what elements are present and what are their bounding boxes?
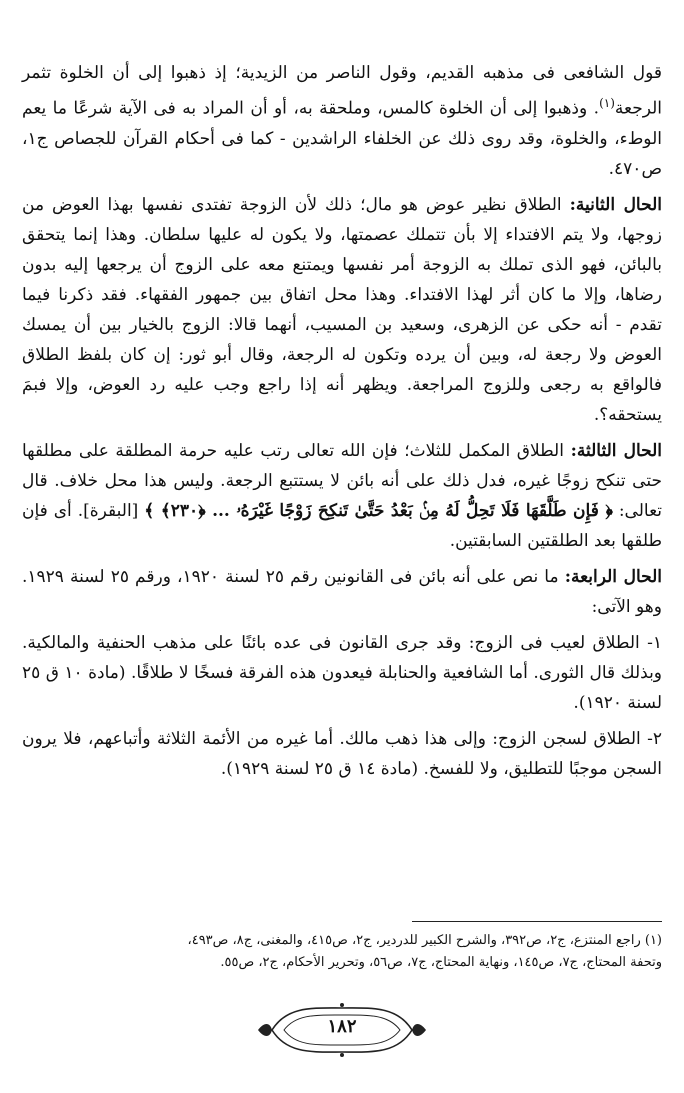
footnote-line: وتحفة المحتاج، ج٧، ص١٤٥، ونهاية المحتاج، ج٧، ص٥٦، وتحرير الأحكام، ج٢، ص٥٥. <box>220 955 662 970</box>
case-2-text: الطلاق نظير عوض هو مال؛ ذلك لأن الزوجة تفتدى نفسها بهذا العوض من زوجها، ولا يتم الافتداء إلا بأن تتملك عصمتها، ولا يكون له عليها سلطان. وهذا إنما يتحقق بالبائن، فهو الذى تملك به الزوجة أمر نفسها ويمتنع معه على الزوج أن يرجعها إليه بدون رضاها، وإلا ما كان أثر لهذا الافتداء. وهذا محل اتفاق بين جمهور الفقهاء. فقد ذكرنا فيما تقدم - أنه حكى عن الزهرى، وسعيد بن المسيب، أنهما قالا: الزوج بالخيار بين أن يمسك العوض ولا رجعة له، وبين أن يرده وتكون له الرجعة، وقال أبو ثور: إن كان بلفظ الطلاق فالواقع به رجعى وللزوج المراجعة. ويظهر أنه إذا راجع وجب عليه رد العوض، وإلا فبمَ يستحقه؟. <box>22 194 662 425</box>
case-4-text: ما نص على أنه بائن فى القانونين رقم ٢٥ لسنة ١٩٢٠، ورقم ٢٥ لسنة ١٩٢٩. وهو الآتى: <box>22 566 662 617</box>
quran-verse: ﴿ فَإِن طَلَّقَهَا فَلَا تَحِلُّ لَهُ مِنۢ بَعْدُ حَتَّىٰ تَنكِحَ زَوْجًا غَيْرَهُۥ ... ﴿٢٣٠﴾ ﴾ <box>144 500 613 521</box>
paragraph-case-2 <box>22 190 662 430</box>
case-2-heading: الحال الثانية: <box>569 194 662 215</box>
paragraph-intro-part1: قول الشافعى فى مذهبه القديم، وقول الناصر من الزيدية؛ إذ ذهبوا إلى أن الخلوة تثمر الرجعة <box>22 63 662 119</box>
page-number-ornament <box>252 1000 432 1060</box>
case-4-heading: الحال الرابعة: <box>564 566 663 587</box>
list-item-1: ١- الطلاق لعيب فى الزوج: وقد جرى القانون فى عده بائنًا على مذهب الحنفية والمالكية. وبذلك قال الثورى. أما الشافعية والحنابلة فيعدون هذه الفرقة فسخًا لا طلاقًا. (مادة ١٠ ق ٢٥ لسنة ١٩٢٠). <box>22 632 663 713</box>
footnotes <box>22 930 662 974</box>
case-3-text-end: [البقرة]. أى فإن طلقها بعد الطلقتين السابقتين. <box>22 500 662 551</box>
page-body <box>22 58 662 788</box>
list-item-2: ٢- الطلاق لسجن الزوج: وإلى هذا ذهب مالك. أما غيره من الأئمة الثلاثة وأتباعهم، فلا يرون السجن موجبًا للتطليق، ولا للفسخ. (مادة ١٤ ق ٢٥ لسنة ١٩٢٩). <box>22 728 662 779</box>
paragraph-case-3 <box>22 436 662 556</box>
paragraph-intro-part2: . وذهبوا إلى أن الخلوة كالمس، وملحقة به، أو أن المراد به فى الآية شرعًا ما يعم الوطء، والخلوة، وقد روى ذلك عن الخلفاء الراشدين - كما فى أحكام القرآن للجصاص ج١، ص٤٧٠. <box>22 98 662 179</box>
paragraph-intro <box>22 58 662 184</box>
case-3-text: الطلاق المكمل للثلاث؛ فإن الله تعالى رتب عليه حرمة المطلقة على مطلقها حتى تنكح زوجًا غيره، فدل ذلك على أنه بائن لا يستتبع الرجعة. وليس هذا محل خلاف. قال تعالى: <box>22 440 663 521</box>
case-3-heading: الحال الثالثة: <box>570 440 663 461</box>
footnote-divider <box>412 921 662 922</box>
footnote-ref: (١) <box>599 96 615 110</box>
footnote-line: (١) راجع المنتزع، ج٢، ص٣٩٢، والشرح الكبير للدردير، ج٢، ص٤١٥، والمغنى، ج٨، ص٤٩٣، <box>187 933 662 948</box>
page-number: ١٨٢ <box>327 1016 357 1037</box>
paragraph-case-4 <box>22 562 662 622</box>
